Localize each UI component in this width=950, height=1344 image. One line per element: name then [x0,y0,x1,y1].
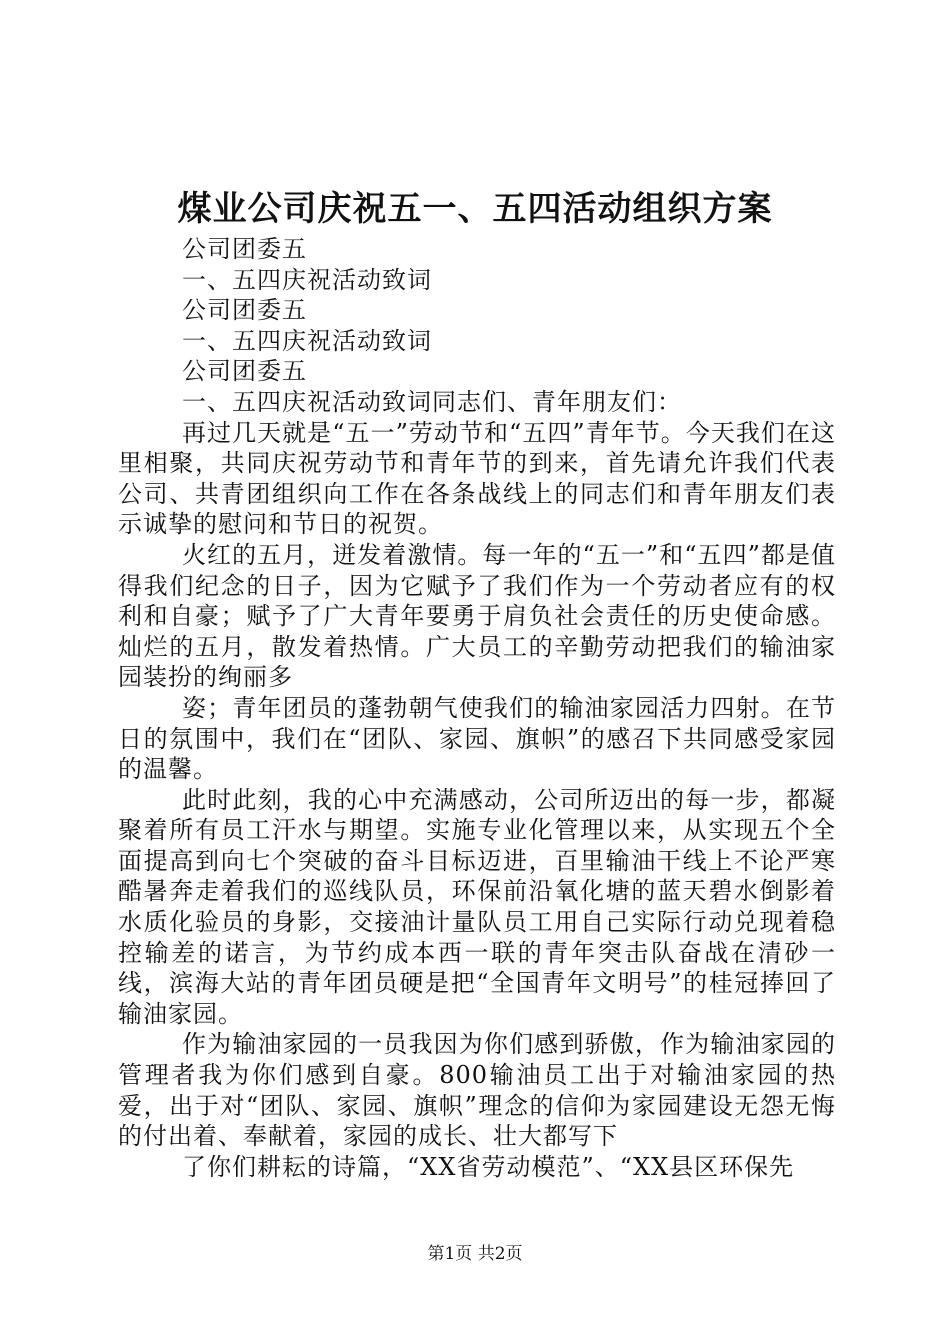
paragraph-12: 了你们耕耘的诗篇，“XX省劳动模范”、“XX县区环保先 [182,1152,795,1181]
paragraph-6: 一、五四庆祝活动致词同志们、青年朋友们： [182,387,682,416]
page-footer: 第1页 共2页 [427,1244,523,1264]
paragraph-2: 一、五四庆祝活动致词 [182,265,432,294]
document-body [118,234,836,1182]
paragraph-8: 火红的五月，迸发着激情。每一年的“五一”和“五四”都是值得我们纪念的日子，因为它赋予了我们作为一个劳动者应有的权利和自豪；赋予了广大青年要勇于肩负社会责任的历史使命感。灿烂的五月，散发着热情。广大员工的辛勤劳动把我们的输油家园装扮的绚丽多 [118,540,836,692]
paragraph-3: 公司团委五 [182,296,307,325]
document-title: 煤业公司庆祝五一、五四活动组织方案 [177,189,773,229]
paragraph-4: 一、五四庆祝活动致词 [182,326,432,355]
paragraph-1: 公司团委五 [182,235,307,263]
paragraph-7: 再过几天就是“五一”劳动节和“五四”青年节。今天我们在这里相聚，共同庆祝劳动节和青年节的到来，首先请允许我们代表公司、共青团组织向工作在各条战线上的同志们和青年朋友们表示诚挚的慰问和节日的祝贺。 [118,418,836,539]
paragraph-10: 此时此刻，我的心中充满感动，公司所迈出的每一步，都凝聚着所有员工汗水与期望。实施专业化管理以来，从实现五个全面提高到向七个突破的奋斗目标迈进，百里输油干线上不论严寒酷暑奔走着我们的巡线队员，环保前沿氧化塘的蓝天碧水倒影着水质化验员的身影，交接油计量队员工用自己实际行动兑现着稳控输差的诺言，为节约成本西一联的青年突击队奋战在清砂一线，滨海大站的青年团员硬是把“全国青年文明号”的桂冠捧回了输油家园。 [118,785,836,1028]
paragraph-11: 作为输油家园的一员我因为你们感到骄傲，作为输油家园的管理者我为你们感到自豪。800输油员工出于对输油家园的热爱，出于对“团队、家园、旗帜”理念的信仰为家园建设无怨无悔的付出着、奉献着，家园的成长、壮大都写下 [118,1030,836,1151]
paragraph-5: 公司团委五 [182,357,307,386]
paragraph-9: 姿；青年团员的蓬勃朝气使我们的输油家园活力四射。在节日的氛围中，我们在“团队、家园、旗帜”的感召下共同感受家园的温馨。 [118,693,836,784]
